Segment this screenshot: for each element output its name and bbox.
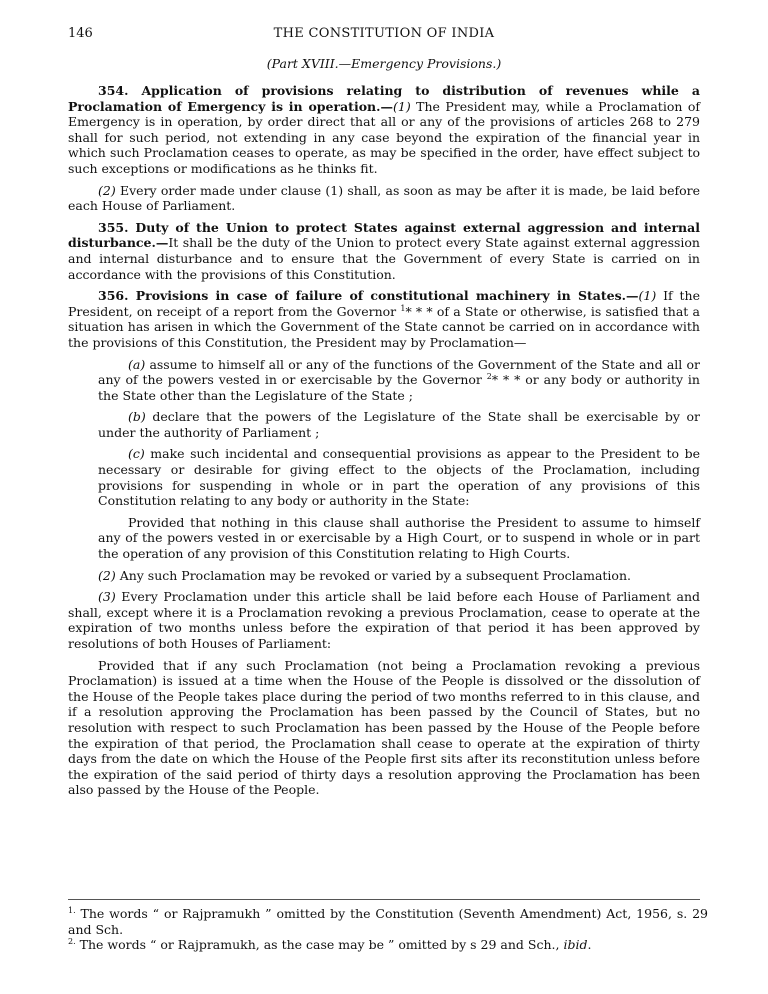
clause-text: If the President, on receipt of a report from the Governor (68, 288, 701, 319)
sub-clause-number: (b) (128, 409, 146, 425)
sub-clause-number: (a) (128, 356, 146, 372)
footnote-text: The words “ or Rajpramukh ” omitted by the Constitution (Seventh Amendment) Act, 1956, s. 29 and Sch. (68, 906, 708, 937)
sub-clause-number: (c) (128, 446, 145, 462)
clause-text: Every Proclamation under this article shall be laid before each House of Parliament and shall, except where it is a Proclamation revoking a previous Proclamation, cease to operate at the expiration of two months unless before the expiration of that period it has been approved by resolutions of both Houses of Parliament: (68, 589, 700, 651)
omission-stars: * * * (491, 372, 521, 388)
article-text: It shall be the duty of the Union to protect every State against external aggression and internal disturbance and to ensure that the Government of every State is carried on in accordance with the provisions of this Constitution. (68, 235, 700, 282)
clause-text: of a State or otherwise, is satisfied that a situation has arisen in which the Government of the State cannot be carried on in accordance with the provisions of this Constitution, the President may by Proclamation— (68, 303, 700, 350)
clause-text: assume to himself all or any of the functions of the Government of the State and all or any of the powers vested in or exercisable by the Governor (98, 356, 700, 388)
article-356-clause-2 (68, 568, 700, 584)
clause-text: make such incidental and consequential provisions as appear to the President to be necessary or desirable for giving effect to the objects of the Proclamation, including provisions for suspending in whole or in part the operation of any provisions of this Constitution relating to any body or authority in the State: (98, 446, 700, 509)
footnote-number: 2. (68, 937, 76, 947)
page-header (68, 26, 700, 46)
article-355-heading: 355. Duty of the Union to protect States against external aggression and internal disturbance.— (68, 219, 700, 251)
footnote-marker: 1 (400, 303, 406, 313)
page-title: THE CONSTITUTION OF INDIA (273, 26, 495, 41)
footnote-2 (68, 937, 708, 953)
proviso-2: Provided that if any such Proclamation (not being a Proclamation revoking a previous Proclamation) is issued at a time when the House of the People is dissolved or the dissolution of the House of the People takes place during the period of two months referred to in this clause, and if a resolution approving the Proclamation has been passed by the Council of States, but no resolution with respect to such Proclamation has been passed by the House of the People before the expiration of that period, the Proclamation shall cease to operate at the expiration of thirty days from the date on which the House of the People first sits after its reconstitution unless before the expiration of the said period of thirty days a resolution approving the Proclamation has been also passed by the House of the People. (68, 657, 700, 798)
page-number: 146 (68, 26, 93, 41)
footnote-divider (68, 899, 700, 900)
article-354-clause-1 (68, 83, 700, 177)
article-356-clause-3 (68, 589, 700, 651)
proviso-1: Provided that nothing in this clause shall authorise the President to assume to himself any of the powers vested in or exercisable by a High Court, or to suspend in whole or in part the operation of any provision of this Constitution relating to High Courts. (98, 514, 700, 562)
article-354-heading: 354. Application of provisions relating to distribution of revenues while a Proclamation of Emergency is in operation.— (68, 83, 700, 114)
clause-text: declare that the powers of the Legislature of the State shall be exercisable by or under the authority of Parliament ; (98, 409, 700, 440)
clause-number: (2) (98, 567, 116, 583)
sub-clause-c (68, 446, 700, 508)
footnote-end: . (587, 937, 592, 953)
clause-number: (2) (98, 182, 116, 198)
sub-clause-b (68, 409, 700, 440)
clause-text: Every order made under clause (1) shall, as soon as may be after it is made, be laid before each House of Parliament. (68, 182, 700, 214)
omission-stars: * * * (405, 303, 433, 319)
footnote-ibid: ibid (563, 937, 588, 953)
part-subtitle: (Part XVIII.—Emergency Provisions.) (266, 56, 502, 71)
clause-number: (3) (98, 589, 116, 605)
clause-text: Any such Proclamation may be revoked or varied by a subsequent Proclamation. (115, 567, 631, 583)
footnote-number: 1. (68, 905, 76, 915)
article-356-clause-1 (68, 288, 700, 350)
clause-text: or any body or authority in the State other than the Legislature of the State ; (98, 372, 700, 403)
clause-number: (1) (393, 98, 411, 114)
sub-clause-a (68, 357, 700, 404)
footnote-1 (68, 906, 708, 937)
article-356-heading: 356. Provisions in case of failure of constitutional machinery in States.— (98, 288, 639, 304)
article-355 (68, 220, 700, 282)
clause-text: The President may, while a Proclamation of Emergency is in operation, by order direct that all or any of the provisions of articles 268 to 279 shall for such period, not extending in any case beyond the expiration of the financial year in which such Proclamation ceases to operate, as may be specified in the order, have effect subject to such exceptions or modifications as he thinks fit. (68, 98, 700, 176)
clause-number: (1) (638, 288, 657, 304)
document-page (68, 26, 700, 804)
footnote-marker: 2 (486, 371, 492, 381)
footnote-text: The words “ or Rajpramukh, as the case may be ” omitted by s 29 and Sch., (75, 937, 564, 953)
footnotes (68, 906, 708, 953)
article-354-clause-2 (68, 183, 700, 214)
